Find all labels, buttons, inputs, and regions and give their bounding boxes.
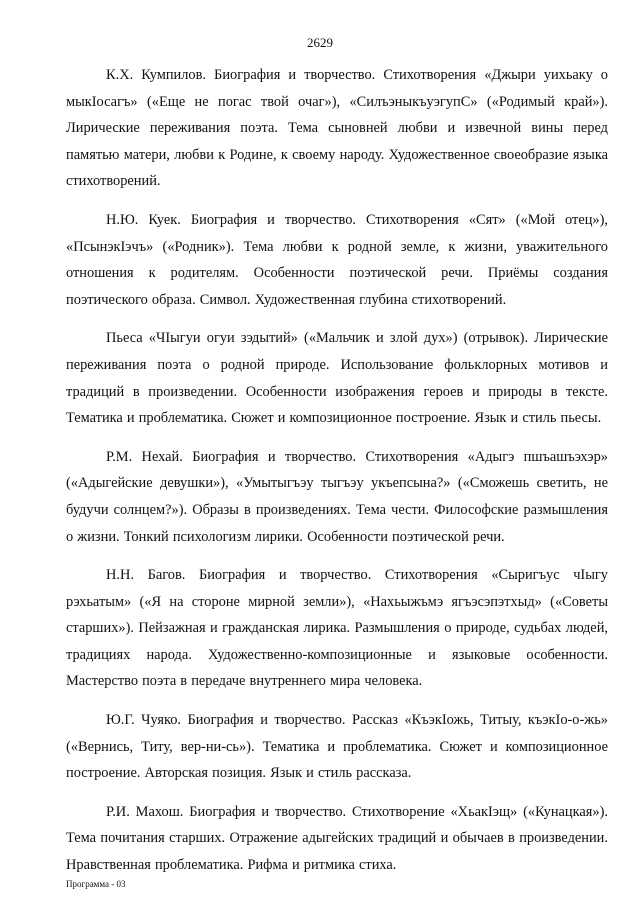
- paragraph-kuek: Н.Ю. Куек. Биография и творчество. Стихотворения «Сят» («Мой отец»), «ПсынэкIэчъ» («Родник»). Тема любви к родной земле, к жизни, уважительного отношения к родителям. Особенности поэтической речи. Приёмы создания поэтического образа. Символ. Художественная глубина стихотворений.: [66, 211, 608, 308]
- page-number: 2629: [307, 35, 333, 50]
- footer-label: Программа - 03: [66, 879, 126, 889]
- paragraph-kumpilov: К.Х. Кумпилов. Биография и творчество. Стихотворения «Джыри уихьаку о мыкIосагъ» («Еще не погас твой очаг»), «СилъэныкъуэгупС» («Родимый край»). Лирические переживания поэта. Тема сыновней любви и извечной вины перед памятью матери, любви к Родине, к своему народу. Художественное своеобразие языка стихотворений.: [66, 67, 608, 190]
- paragraph-makhosh: Р.И. Махош. Биография и творчество. Стихотворение «ХьакIэщ» («Кунацкая»). Тема почитания старших. Отражение адыгейских традиций и обычаев в произведении. Нравственная проблематика. Рифма и ритмика стиха.: [66, 803, 608, 874]
- paragraph-nekhay: Р.М. Нехай. Биография и творчество. Стихотворения «Адыгэ пшъашъэхэр» («Адыгейские девушки»), «Умытыгъэу тыгъэу укъепсына?» («Сможешь светить, не будучи солнцем?»). Образы в произведениях. Тема чести. Философские размышления о жизни. Тонкий психологизм лирики. Особенности поэтической речи.: [66, 448, 608, 545]
- paragraph-chuyako: Ю.Г. Чуяко. Биография и творчество. Рассказ «КъэкIожь, Титыу, къэкIо-о-жь» («Вернись, Титу, вер-ни-сь»). Тематика и проблематика. Сюжет и композиционное построение. Авторская позиция. Язык и стиль рассказа.: [66, 712, 608, 782]
- paragraph-play: Пьеса «ЧIыгуи огуи зэдытий» («Мальчик и злой дух») (отрывок). Лирические переживания поэта о родной природе. Использование фольклорных мотивов и традиций в произведении. Особенности изображения героев и природы в тексте. Тематика и проблематика. Сюжет и композиционное построение. Язык и стиль пьесы.: [66, 330, 608, 427]
- paragraph-bagov: Н.Н. Багов. Биография и творчество. Стихотворения «Сыригъус чIыгу рэхьатым» («Я на стороне мирной земли»), «Нахьыжъмэ ягъэсэпэтхыд» («Советы старших»). Пейзажная и гражданская лирика. Размышления о природе, судьбах людей, традициях народа. Художественно-композиционные и языковые особенности. Мастерство поэта в передаче внутреннего мира человека.: [66, 567, 608, 690]
- document-body: [66, 62, 608, 891]
